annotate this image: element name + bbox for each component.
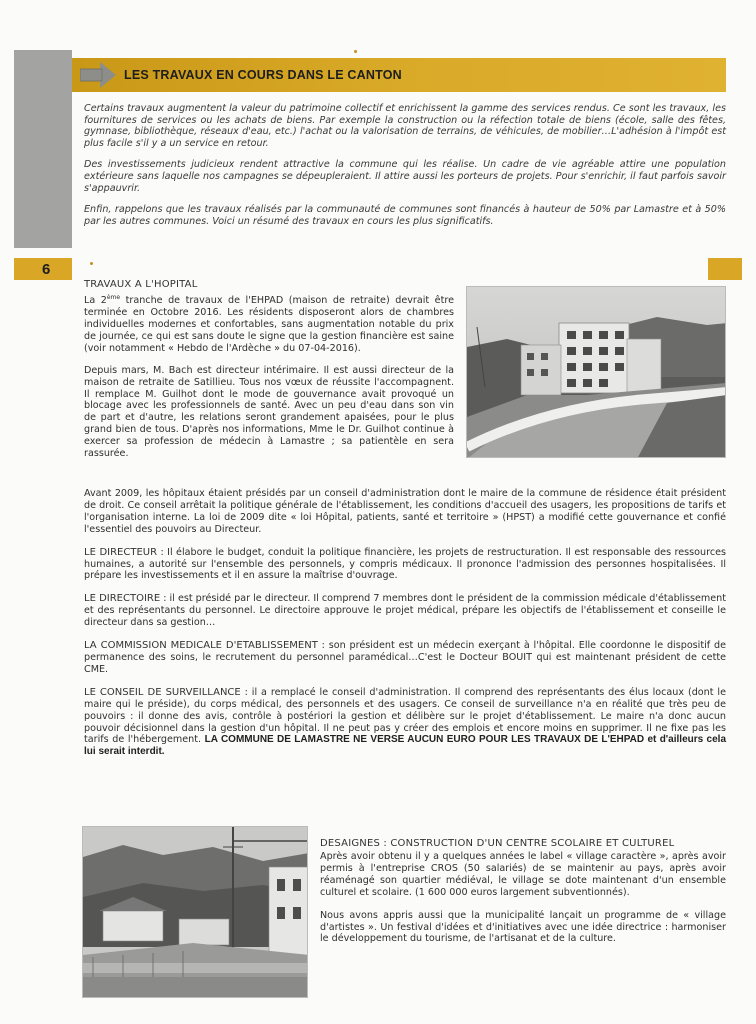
hospital-photo [466,286,726,458]
superscript: ème [106,294,121,301]
desaignes-paragraph: Après avoir obtenu il y a quelques années le label « village caractère », après avoir permis à l'entreprise CROS (50 salariés) de se maintenir au pays, après avoir réaménagé son quartier médiéval, le village se dote maintenant d'un ensemble culturel et scolaire. (1 600 000 euros largement subventionnés). [320,851,726,898]
page-number: 6 [42,260,51,278]
school-photo [82,826,308,998]
section-header [72,58,726,92]
desaignes-heading: DESAIGNES : CONSTRUCTION D'UN CENTRE SCOLAIRE ET CULTUREL [320,838,675,849]
text-span: tranche de travaux de l'EHPAD (maison de retraite) devrait être terminée en Octobre 2016. Les résidents disposeront alors de chambres individuelles modernes et confortables, sans augmentation notable du prix de journée, ce qui est sans doute le signe que la gestion financière est saine (voir notamment « Hebdo de l'Ardèche » du 07-04-2016). [84,295,454,354]
page-number-box [14,258,72,280]
directeur-lead: LE DIRECTEUR [84,546,158,558]
hospital-paragraph [84,292,454,355]
conseil-lead: LE CONSEIL DE SURVEILLANCE [84,686,241,698]
cme-lead: LA COMMISSION MEDICALE D'ETABLISSEMENT [84,640,318,652]
intro-paragraph: Certains travaux augmentent la valeur du patrimoine collectif et enrichissent la gamme des services rendus. Ce sont les travaux, les fournitures de services ou les achats de biens. Par exemple la construction ou la réfection totale de biens (école, salle des fêtes, gymnase, bibliothèque, réseaux d'eau, etc.) l'achat ou la valorisation de terrains, de véhicules, de mobilier…L'adhésion à l'impôt est plus facile s'il y a un service en retour. [84,103,726,149]
governance-paragraph: Avant 2009, les hôpitaux étaient présidés par un conseil d'administration dont le maire de la commune de résidence était président de droit. Ce conseil arrêtait la politique générale de l'établissement, les conditions d'accueil des usagers, les propositions de tarifs et l'organisation interne. La loi de 2009 dite « loi Hôpital, patients, santé et territoire » (HPST) a modifié cette gouvernance et confié l'essentiel des pouvoirs au Directeur. [84,488,726,535]
decorative-dot [90,262,93,265]
cme-paragraph [84,640,726,676]
hospital-section [84,279,454,470]
conseil-bold-statement: LA COMMUNE DE LAMASTRE NE VERSE AUCUN EURO POUR LES TRAVAUX DE L'EHPAD et d'ailleurs cela lui serait interdit. [84,734,727,758]
desaignes-paragraph: Nous avons appris aussi que la municipalité lançait un programme de « village d'artistes ». Un festival d'idées et d'initiatives avec une idée directrice : harmoniser le développement du tourisme, de l'artisanat et de la culture. [320,909,726,945]
directoire-paragraph [84,593,726,629]
text-span: : il est présidé par le directeur. Il comprend 7 membres dont le président de la commission médicale d'établissement et des représentants du personnel. Le directoire approuve le projet médical, prépare les objectifs de l'établissement et conseille le directeur dans sa gestion… [84,593,726,629]
page-title: LES TRAVAUX EN COURS DANS LE CANTON [124,68,402,82]
text-span: : il a remplacé le conseil d'administration. Il comprend des représentants des élus locaux (dont le maire qui le préside), du corps médical, des personnels et des usagers. Ce conseil de surveillance n'a en réalité que très peu de pouvoirs : il donne des avis, contrôle à postériori la gestion et délibère sur le projet d'établissement. Le maire n'a donc aucun pouvoir décisionnel dans la gestion d'un hôpital. Il ne peut pas y créer des emplois et encore moins en supprimer. Il ne fixe pas les tarifs de l'hébergement. [84,686,726,746]
intro-paragraph: Enfin, rappelons que les travaux réalisés par la communauté de communes sont financés à hauteur de 50% par Lamastre et à 50% par les autres communes. Voici un résumé des travaux en cours les plus significatifs. [84,204,726,227]
hospital-heading: TRAVAUX A L'HOPITAL [84,279,198,290]
directeur-paragraph [84,547,726,583]
text-span: : Il élabore le budget, conduit la politique financière, les projets de restructuration. Il est responsable des ressources humaines, a autorité sur l'ensemble des personnels, y compris médicaux. Il prononce l'admission des personnes hospitalisées. Il prépare les investissements et il en assure la maîtrise d'ouvrage. [84,546,726,582]
right-tab [708,258,742,280]
decorative-dot [354,50,357,53]
intro-paragraph: Des investissements judicieux rendent attractive la commune qui les réalise. Un cadre de vie agréable attire une population extérieure sans laquelle nos campagnes se dépeupleraient. Il attire aussi les porteurs de projets. Pour s'enrichir, il faut parfois savoir s'appauvrir. [84,159,726,194]
conseil-paragraph [84,687,726,758]
intro-text [84,103,726,237]
desaignes-section [320,838,726,956]
text-span: La 2 [84,295,107,307]
arrow-icon [72,58,120,92]
sidebar-block [14,50,72,248]
text-span: : son président est un médecin exerçant à l'hôpital. Elle coordonne le dispositif de permanence des soins, le recrutement du personnel paramédical…C'est le Docteur BOUIT qui est maintenant président de cette CME. [84,640,726,675]
hospital-paragraph: Depuis mars, M. Bach est directeur intérimaire. Il est aussi directeur de la maison de retraite de Satillieu. Tous nos vœux de réussite l'accompagnent. Il remplace M. Guilhot dont le mode de gouvernance avait provoqué un blocage avec les professionnels de santé. Avec un peu d'eau dans son vin de part et d'autre, les relations seront grandement apaisées, pour le plus grand bien de tous. D'après nos informations, Mme le Dr. Guilhot continue à exercer sa profession de médecin à Lamastre ; sa patientèle en sera rassurée. [84,364,454,460]
directoire-lead: LE DIRECTOIRE [84,593,161,605]
governance-section [84,488,726,769]
